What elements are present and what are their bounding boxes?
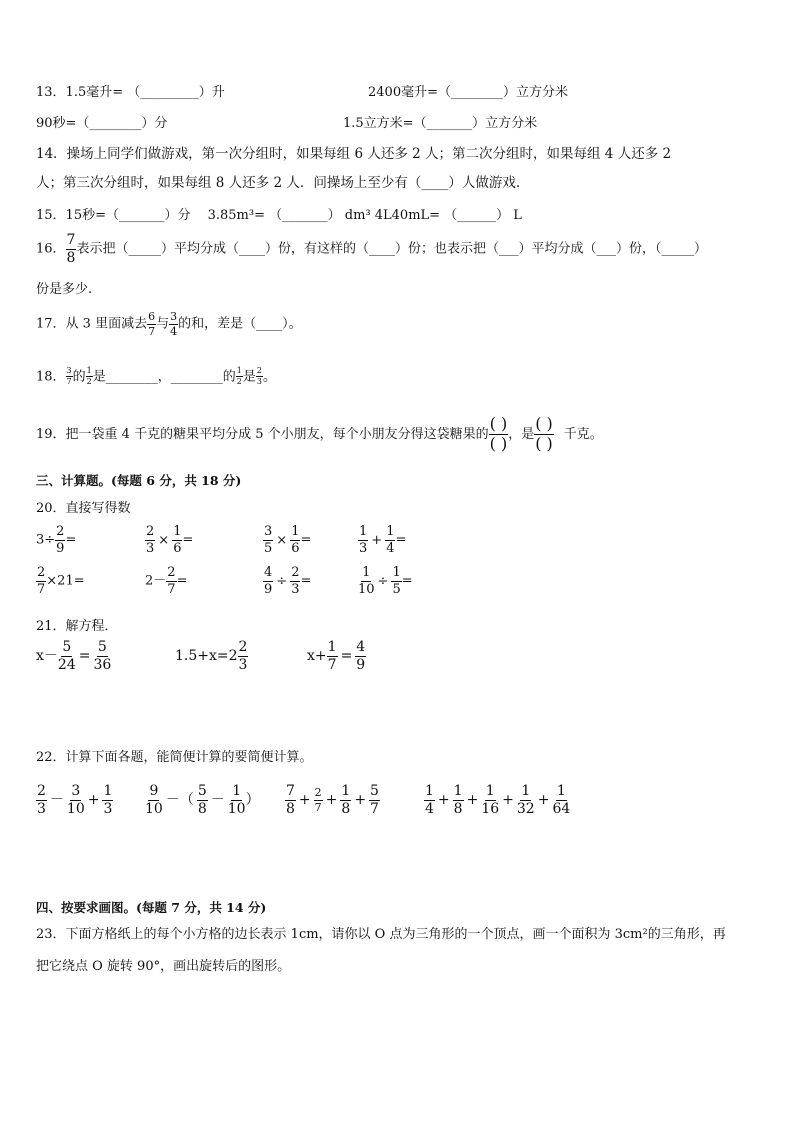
fraction xyxy=(36,566,46,596)
operator: + xyxy=(537,792,550,809)
equals: = xyxy=(300,573,312,589)
q20-r1c4 xyxy=(358,525,406,555)
q20-r2c2 xyxy=(145,566,187,596)
denominator: 4 xyxy=(425,800,434,817)
operator: － xyxy=(210,792,225,809)
denominator: 7 xyxy=(148,324,156,338)
numerator: 1 xyxy=(453,783,463,799)
equals: = xyxy=(401,573,413,589)
fraction xyxy=(481,784,499,816)
q13-part-d: 1.5立方米=（_______）立方分米 xyxy=(343,116,538,131)
denominator: 64 xyxy=(552,800,571,817)
text: 2－ xyxy=(145,573,167,589)
denominator: 3 xyxy=(146,540,155,556)
denominator: 4 xyxy=(386,540,395,556)
fraction xyxy=(391,566,401,596)
q20-r2c3 xyxy=(263,566,311,596)
fraction xyxy=(385,525,395,555)
numerator: 1 xyxy=(392,565,401,580)
fraction xyxy=(93,640,111,672)
operator: + xyxy=(502,792,514,809)
operator: ÷ xyxy=(377,573,389,589)
numerator: 7 xyxy=(66,232,76,248)
numerator: 1 xyxy=(386,524,395,539)
q14-line2: 人；第三次分组时，如果每组 8 人还多 2 人．问操场上至少有（____）人做游戏. xyxy=(36,175,521,191)
fraction xyxy=(172,525,182,555)
q20-r1c1 xyxy=(36,525,76,555)
operator: + xyxy=(298,792,311,809)
equals: = xyxy=(182,532,194,548)
fraction xyxy=(424,784,435,816)
fraction xyxy=(358,566,375,596)
numerator: 5 xyxy=(197,783,207,799)
fraction xyxy=(314,787,323,813)
fraction xyxy=(355,640,366,672)
denominator: 7 xyxy=(167,581,176,597)
numerator: 2 xyxy=(146,524,155,539)
denominator-blank: ( ) xyxy=(535,433,553,453)
denominator: 4 xyxy=(170,324,178,338)
denominator: 9 xyxy=(56,540,65,556)
denominator: 7 xyxy=(66,377,72,387)
numerator: 3 xyxy=(264,524,273,539)
fraction xyxy=(327,640,338,672)
q22-expr2 xyxy=(145,784,260,816)
numerator: 5 xyxy=(62,639,72,655)
numerator: 1 xyxy=(485,783,495,799)
fraction xyxy=(102,784,113,816)
fraction xyxy=(145,784,163,816)
denominator: 32 xyxy=(516,800,535,817)
q16-line1 xyxy=(36,233,707,265)
fraction xyxy=(552,784,570,816)
numerator: 6 xyxy=(148,310,156,323)
q22-title: 22．计算下面各题，能简便计算的要简便计算。 xyxy=(36,750,313,765)
q17-fraction-2 xyxy=(169,311,178,337)
numerator: 1 xyxy=(103,783,113,799)
q18-fraction-1 xyxy=(66,367,73,387)
denominator: 3 xyxy=(103,800,113,817)
numerator: 1 xyxy=(291,524,300,539)
q13-part-a: 13．1.5毫升= （_________）升 xyxy=(36,85,225,100)
operator: + xyxy=(87,792,100,809)
text: x－ xyxy=(36,648,58,665)
equals: = xyxy=(395,532,407,548)
operator: －（ xyxy=(165,792,194,809)
numerator: 1 xyxy=(362,565,371,580)
q16-line2: 份是多少. xyxy=(36,282,93,297)
denominator: 3 xyxy=(256,377,262,387)
fraction xyxy=(197,784,208,816)
section-3-title: 三、计算题。(每题 6 分，共 18 分) xyxy=(36,473,242,488)
numerator: 2 xyxy=(56,524,65,539)
q17-fraction-1 xyxy=(147,311,156,337)
q23-line1: 23．下面方格纸上的每个小方格的边长表示 1cm，请你以 O 点为三角形的一个顶点，画一个面积为 3cm²的三角形，再 xyxy=(36,927,726,942)
q18-fraction-2 xyxy=(86,367,93,387)
q16-prefix: 16． xyxy=(36,241,66,257)
denominator: 16 xyxy=(481,800,500,817)
denominator: 10 xyxy=(145,800,163,817)
q13-part-c: 90秒=（________）分 xyxy=(36,116,168,131)
equals: = xyxy=(340,648,353,665)
numerator: 7 xyxy=(286,783,295,799)
denominator: 10 xyxy=(358,581,375,597)
fraction xyxy=(67,784,85,816)
equals: = xyxy=(300,532,312,548)
numerator: 1 xyxy=(341,783,351,799)
fraction xyxy=(145,525,155,555)
operator: + xyxy=(466,792,479,809)
denominator: 2 xyxy=(236,377,242,387)
q18-t4: 。 xyxy=(262,369,276,385)
denominator: 8 xyxy=(66,249,76,266)
text: 3÷ xyxy=(36,532,56,548)
numerator: 2 xyxy=(291,565,300,580)
numerator: 1 xyxy=(236,367,243,377)
numerator-blank: ( ) xyxy=(535,414,553,433)
q20-r2c1 xyxy=(36,566,85,596)
fraction xyxy=(290,566,300,596)
denominator: 7 xyxy=(37,581,46,597)
fraction xyxy=(285,784,296,816)
denominator: 3 xyxy=(37,800,46,817)
numerator: 1 xyxy=(521,783,531,799)
denominator: 7 xyxy=(370,800,379,817)
fraction xyxy=(228,784,246,816)
numerator-blank: ( ) xyxy=(489,414,508,433)
numerator: 4 xyxy=(264,565,273,580)
q19-mid: ，是 xyxy=(508,426,535,442)
equals: = xyxy=(78,648,91,665)
q18-line xyxy=(36,367,276,387)
operator: + xyxy=(325,792,338,809)
fraction xyxy=(369,784,380,816)
q20-r1c3 xyxy=(263,525,311,555)
denominator: 10 xyxy=(66,800,85,817)
q20-r1c2 xyxy=(145,525,193,555)
fraction xyxy=(290,525,300,555)
denominator: 5 xyxy=(264,540,273,556)
text: 1.5+x=2 xyxy=(175,648,238,665)
denominator: 9 xyxy=(356,656,366,673)
numerator: 4 xyxy=(356,639,366,655)
denominator: 8 xyxy=(286,800,295,817)
paren-close: ） xyxy=(245,792,260,809)
q22-expr4 xyxy=(424,784,570,816)
operator: × xyxy=(158,532,170,548)
equals: = xyxy=(65,532,77,548)
numerator: 3 xyxy=(170,310,178,323)
denominator: 3 xyxy=(359,540,368,556)
q14-line1: 14．操场上同学们做游戏，第一次分组时，如果每组 6 人还多 2 人；第二次分组时，如果每组 4 人还多 2 xyxy=(36,146,672,162)
denominator: 24 xyxy=(57,656,76,673)
text: x+ xyxy=(307,648,327,665)
q17-line xyxy=(36,311,302,337)
fraction xyxy=(36,784,47,816)
numerator: 1 xyxy=(232,783,242,799)
fraction xyxy=(263,525,273,555)
numerator: 2 xyxy=(37,565,46,580)
q19-line xyxy=(36,416,603,453)
q22-expr1 xyxy=(36,784,113,816)
denominator: 7 xyxy=(327,656,337,673)
denominator: 8 xyxy=(453,800,463,817)
numerator: 2 xyxy=(37,783,46,799)
fraction xyxy=(263,566,273,596)
numerator: 3 xyxy=(66,367,73,377)
q21-eq3 xyxy=(307,640,366,672)
q19-text: 19．把一袋重 4 千克的糖果平均分成 5 个小朋友，每个小朋友分得这袋糖果的 xyxy=(36,426,489,442)
operator: × xyxy=(276,532,288,548)
denominator: 3 xyxy=(238,656,248,673)
section-4-title: 四、按要求画图。(每题 7 分，共 14 分) xyxy=(36,900,267,915)
fraction xyxy=(166,566,176,596)
denominator: 10 xyxy=(227,800,246,817)
fraction xyxy=(517,784,535,816)
numerator: 1 xyxy=(425,783,434,799)
q17-mid: 与 xyxy=(156,316,170,332)
q18-t1: 的 xyxy=(72,369,86,385)
denominator: 3 xyxy=(291,581,300,597)
operator: ÷ xyxy=(276,573,288,589)
numerator: 2 xyxy=(238,639,248,655)
numerator: 5 xyxy=(370,783,379,799)
q18-t2: 是________，________的 xyxy=(92,369,236,385)
text: ×21= xyxy=(46,573,85,589)
equals: = xyxy=(176,573,188,589)
q17-post: 的和，差是（____）。 xyxy=(178,316,302,332)
q18-pre: 18． xyxy=(36,369,66,385)
operator: + xyxy=(354,792,367,809)
numerator: 2 xyxy=(167,565,176,580)
denominator: 2 xyxy=(86,377,92,387)
q16-fraction xyxy=(66,233,77,265)
q13-part-b: 2400毫升=（________）立方分米 xyxy=(368,85,568,100)
fraction xyxy=(358,525,368,555)
q18-fraction-4 xyxy=(256,367,263,387)
numerator: 1 xyxy=(86,367,93,377)
denominator: 6 xyxy=(291,540,300,556)
q19-blank-fraction-2[interactable] xyxy=(534,416,554,453)
q20-r2c4 xyxy=(358,566,413,596)
denominator: 8 xyxy=(341,800,351,817)
fraction xyxy=(55,525,65,555)
fraction xyxy=(340,784,351,816)
numerator: 2 xyxy=(256,367,263,377)
q21-eq2 xyxy=(175,640,248,672)
fraction xyxy=(238,640,249,672)
fraction xyxy=(58,640,76,672)
operator: + xyxy=(437,792,450,809)
q16-rest: 表示把（_____）平均分成（____）份，有这样的（____）份；也表示把（___）平均分成（___）份，（_____） xyxy=(76,241,707,257)
numerator: 1 xyxy=(327,639,337,655)
numerator: 1 xyxy=(173,524,182,539)
q19-end: 千克。 xyxy=(563,426,603,442)
denominator: 7 xyxy=(314,800,322,814)
fraction xyxy=(453,784,464,816)
denominator: 6 xyxy=(173,540,182,556)
q21-eq1 xyxy=(36,640,111,672)
denominator: 5 xyxy=(392,581,401,597)
numerator: 1 xyxy=(556,783,566,799)
q15-text: 15．15秒=（_______）分 3.85m³= （_______） dm³ 4L40mL= （______） L xyxy=(36,208,522,223)
denominator: 8 xyxy=(197,800,207,817)
q19-blank-fraction-1[interactable] xyxy=(489,416,509,453)
q18-t3: 是 xyxy=(242,369,256,385)
q17-pre: 17．从 3 里面减去 xyxy=(36,316,148,332)
q23-line2: 把它绕点 O 旋转 90°，画出旋转后的图形。 xyxy=(36,959,291,974)
q22-expr3 xyxy=(285,784,380,816)
numerator: 5 xyxy=(97,639,107,655)
operator: + xyxy=(371,532,383,548)
numerator: 9 xyxy=(149,783,159,799)
q20-title: 20．直接写得数 xyxy=(36,501,131,516)
denominator: 9 xyxy=(264,581,273,597)
denominator: 36 xyxy=(93,656,112,673)
numerator: 2 xyxy=(314,786,322,800)
denominator-blank: ( ) xyxy=(489,433,508,453)
q18-fraction-3 xyxy=(236,367,243,387)
operator: － xyxy=(49,792,64,809)
q21-title: 21．解方程． xyxy=(36,619,118,634)
numerator: 1 xyxy=(359,524,368,539)
numerator: 3 xyxy=(71,783,81,799)
